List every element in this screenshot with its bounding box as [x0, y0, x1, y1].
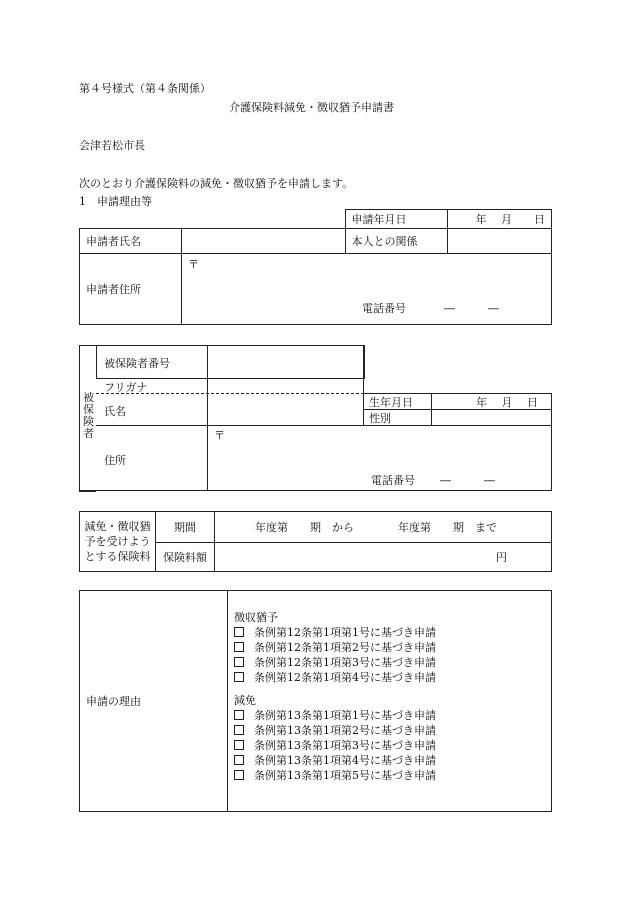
- amount-field[interactable]: 円: [215, 543, 552, 572]
- checkbox[interactable]: [234, 627, 244, 637]
- applicant-table: [79, 209, 552, 325]
- application-date-label: 申請年月日: [345, 210, 447, 229]
- checkbox[interactable]: [234, 740, 244, 750]
- checkbox[interactable]: [234, 657, 244, 667]
- phone-dashes: ― ―: [444, 302, 499, 315]
- postpone-option[interactable]: [234, 655, 551, 670]
- reduction-option-label: 条例第13条第1項第4号に基づき申請: [254, 754, 436, 767]
- birth-field[interactable]: 年 月 日: [476, 396, 538, 409]
- form-title: 介護保険料減免・徴収猶予申請書: [229, 101, 394, 114]
- insured-group-label: 被保険者: [83, 391, 94, 440]
- postpone-option-label: 条例第12条第1項第1号に基づき申請: [254, 626, 436, 639]
- postpone-option-label: 条例第12条第1項第2号に基づき申請: [254, 641, 436, 654]
- postal-mark: 〒: [188, 258, 199, 271]
- insured-number-field[interactable]: [208, 346, 362, 378]
- checkbox[interactable]: [234, 672, 244, 682]
- checkbox[interactable]: [234, 770, 244, 780]
- reduction-heading: 減免: [234, 694, 256, 707]
- reduction-option[interactable]: [234, 753, 551, 768]
- checkbox[interactable]: [234, 725, 244, 735]
- insured-name-label: 氏名: [104, 405, 126, 418]
- applicant-address-label: 申請者住所: [80, 254, 182, 325]
- period-label: 期間: [156, 512, 215, 543]
- insured-address-label: 住所: [104, 454, 126, 467]
- insured-phone-label: 電話番号: [371, 474, 415, 487]
- reduction-option-label: 条例第13条第1項第2号に基づき申請: [254, 724, 436, 737]
- postpone-option[interactable]: [234, 640, 551, 655]
- postpone-option[interactable]: [234, 625, 551, 640]
- reduction-option[interactable]: [234, 738, 551, 753]
- applicant-address-field[interactable]: [182, 254, 552, 325]
- phone-label: 電話番号: [362, 302, 406, 315]
- reason-label: 申請の理由: [80, 591, 228, 812]
- premium-group-label: 減免・徴収猶予を受けようとする保険料: [80, 512, 156, 572]
- section-heading: 1 申請理由等: [79, 195, 152, 208]
- postpone-option-label: 条例第12条第1項第3号に基づき申請: [254, 656, 436, 669]
- form-number: 第４号様式（第４条関係）: [79, 82, 211, 95]
- relation-field[interactable]: [447, 229, 552, 254]
- applicant-name-field[interactable]: [182, 229, 346, 254]
- reduction-option-label: 条例第13条第1項第3号に基づき申請: [254, 739, 436, 752]
- reason-options: [228, 591, 552, 812]
- reduction-option[interactable]: [234, 708, 551, 723]
- relation-label: 本人との関係: [345, 229, 447, 254]
- reason-table: [79, 590, 552, 812]
- gender-label: 性別: [369, 412, 391, 425]
- reduction-list: [234, 708, 551, 783]
- insured-phone-dashes: ― ―: [440, 474, 495, 487]
- insured-number-label: 被保険者番号: [104, 357, 170, 370]
- reduction-option-label: 条例第13条第1項第5号に基づき申請: [254, 769, 436, 782]
- postpone-option[interactable]: [234, 670, 551, 685]
- period-field[interactable]: 年度第 期 から 年度第 期 まで: [215, 512, 552, 543]
- checkbox[interactable]: [234, 755, 244, 765]
- insured-group-cell: [79, 345, 96, 492]
- addressee: 会津若松市長: [79, 139, 145, 152]
- insured-address-field[interactable]: [208, 426, 551, 490]
- furigana-field[interactable]: [208, 379, 363, 393]
- application-date-field[interactable]: 年 月 日: [447, 210, 552, 229]
- checkbox[interactable]: [234, 642, 244, 652]
- insured-postal-mark: 〒: [214, 429, 225, 442]
- postpone-list: [234, 625, 551, 685]
- checkbox[interactable]: [234, 710, 244, 720]
- reduction-option[interactable]: [234, 768, 551, 783]
- postpone-option-label: 条例第12条第1項第4号に基づき申請: [254, 671, 436, 684]
- furigana-label: フリガナ: [104, 381, 148, 394]
- applicant-name-label: 申請者氏名: [80, 229, 182, 254]
- intro-text: 次のとおり介護保険料の減免・徴収猶予を申請します。: [79, 177, 354, 190]
- gender-field[interactable]: [432, 410, 551, 425]
- amount-label: 保険料額: [156, 543, 215, 572]
- postpone-heading: 徴収猶予: [234, 611, 278, 624]
- reduction-option-label: 条例第13条第1項第1号に基づき申請: [254, 709, 436, 722]
- premium-table: [79, 511, 552, 572]
- insured-name-field[interactable]: [208, 394, 363, 425]
- reduction-option[interactable]: [234, 723, 551, 738]
- birth-label: 生年月日: [369, 396, 413, 409]
